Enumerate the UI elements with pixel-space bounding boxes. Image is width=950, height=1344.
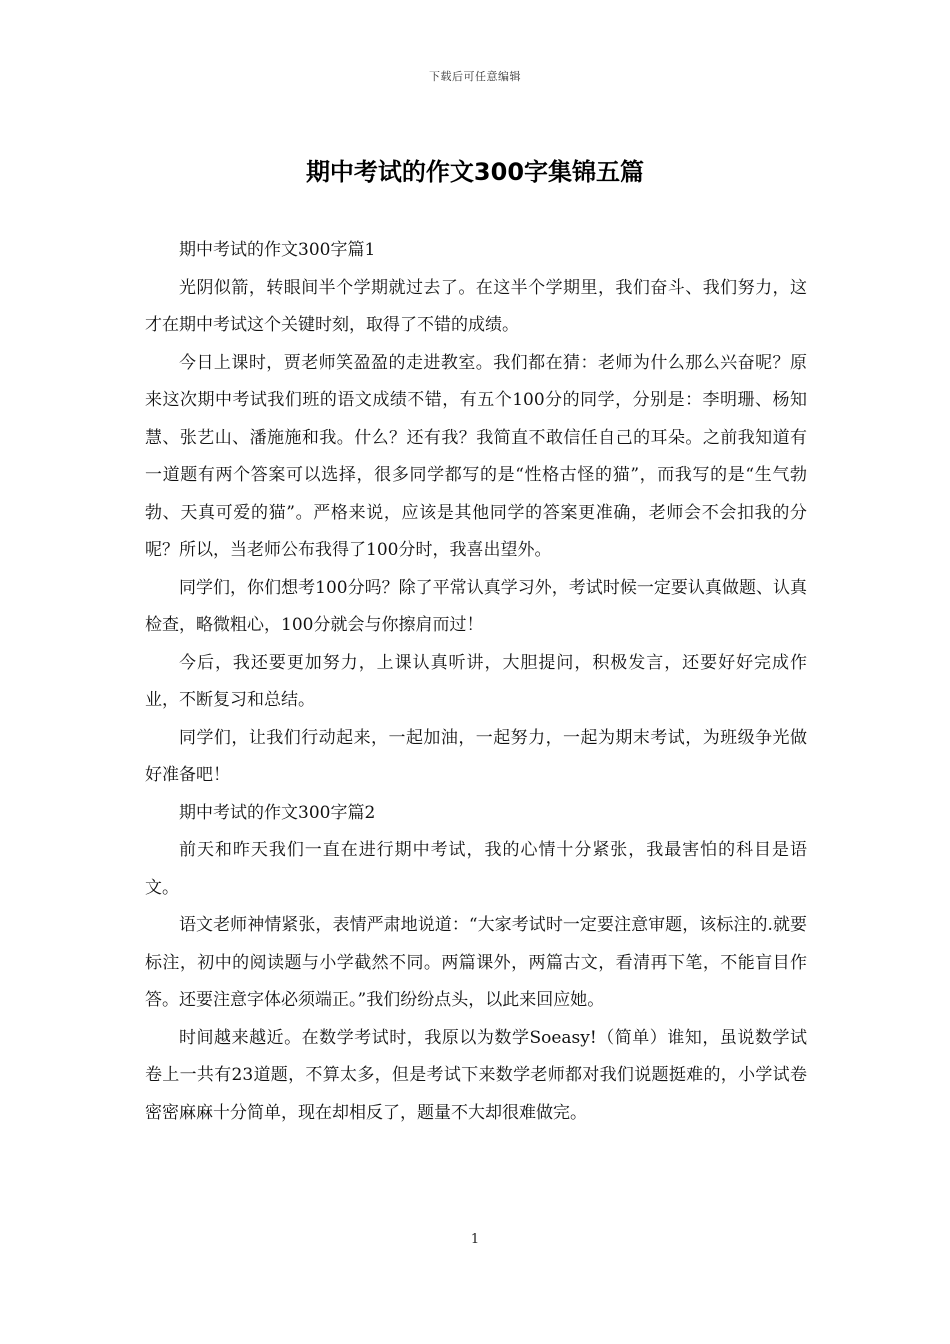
page-number: 1 (470, 1232, 480, 1247)
paragraph: 光阴似箭，转眼间半个学期就过去了。在这半个学期里，我们奋斗、我们努力，这才在期中考试这个关键时刻，取得了不错的成绩。 (145, 277, 807, 335)
paragraph: 今日上课时，贾老师笑盈盈的走进教室。我们都在猜：老师为什么那么兴奋呢？原来这次期中考试我们班的语文成绩不错，有五个100分的同学，分别是：李明珊、杨知慧、张艺山、潘施施和我。什么？还有我？我简直不敢信任自己的耳朵。之前我知道有一道题有两个答案可以选择，很多同学都写的是“性格古怪的猫”，而我写的是“生气勃勃、天真可爱的猫”。严格来说，应该是其他同学的答案更准确，老师会不会扣我的分呢？所以，当老师公布我得了100分时，我喜出望外。 (145, 352, 807, 560)
paragraph: 时间越来越近。在数学考试时，我原以为数学Soeasy!（简单）谁知，虽说数学试卷上一共有23道题，不算太多，但是考试下来数学老师都对我们说题挺难的，小学试卷密密麻麻十分简单，现在却相反了，题量不大却很难做完。 (145, 1027, 807, 1123)
paragraph: 今后，我还要更加努力，上课认真听讲，大胆提问，积极发言，还要好好完成作业，不断复习和总结。 (145, 652, 807, 710)
header-note: 下载后可任意编辑 (429, 70, 521, 83)
document-title: 期中考试的作文300字集锦五篇 (305, 158, 645, 186)
paragraph: 同学们，你们想考100分吗？除了平常认真学习外，考试时候一定要认真做题、认真检查，略微粗心，100分就会与你擦肩而过！ (145, 577, 807, 635)
paragraph: 同学们，让我们行动起来，一起加油，一起努力，一起为期末考试，为班级争光做好准备吧！ (145, 727, 807, 785)
section-heading-2: 期中考试的作文300字篇2 (179, 802, 376, 823)
section-heading-1: 期中考试的作文300字篇1 (179, 240, 376, 260)
document-body (145, 232, 807, 1132)
paragraph: 语文老师神情紧张，表情严肃地说道：“大家考试时一定要注意审题，该标注的.就要标注，初中的阅读题与小学截然不同。两篇课外，两篇古文，看清再下笔，不能盲目作答。还要注意字体必须端正。”我们纷纷点头，以此来回应她。 (145, 915, 807, 1010)
paragraph: 前天和昨天我们一直在进行期中考试，我的心情十分紧张，我最害怕的科目是语文。 (145, 840, 807, 898)
